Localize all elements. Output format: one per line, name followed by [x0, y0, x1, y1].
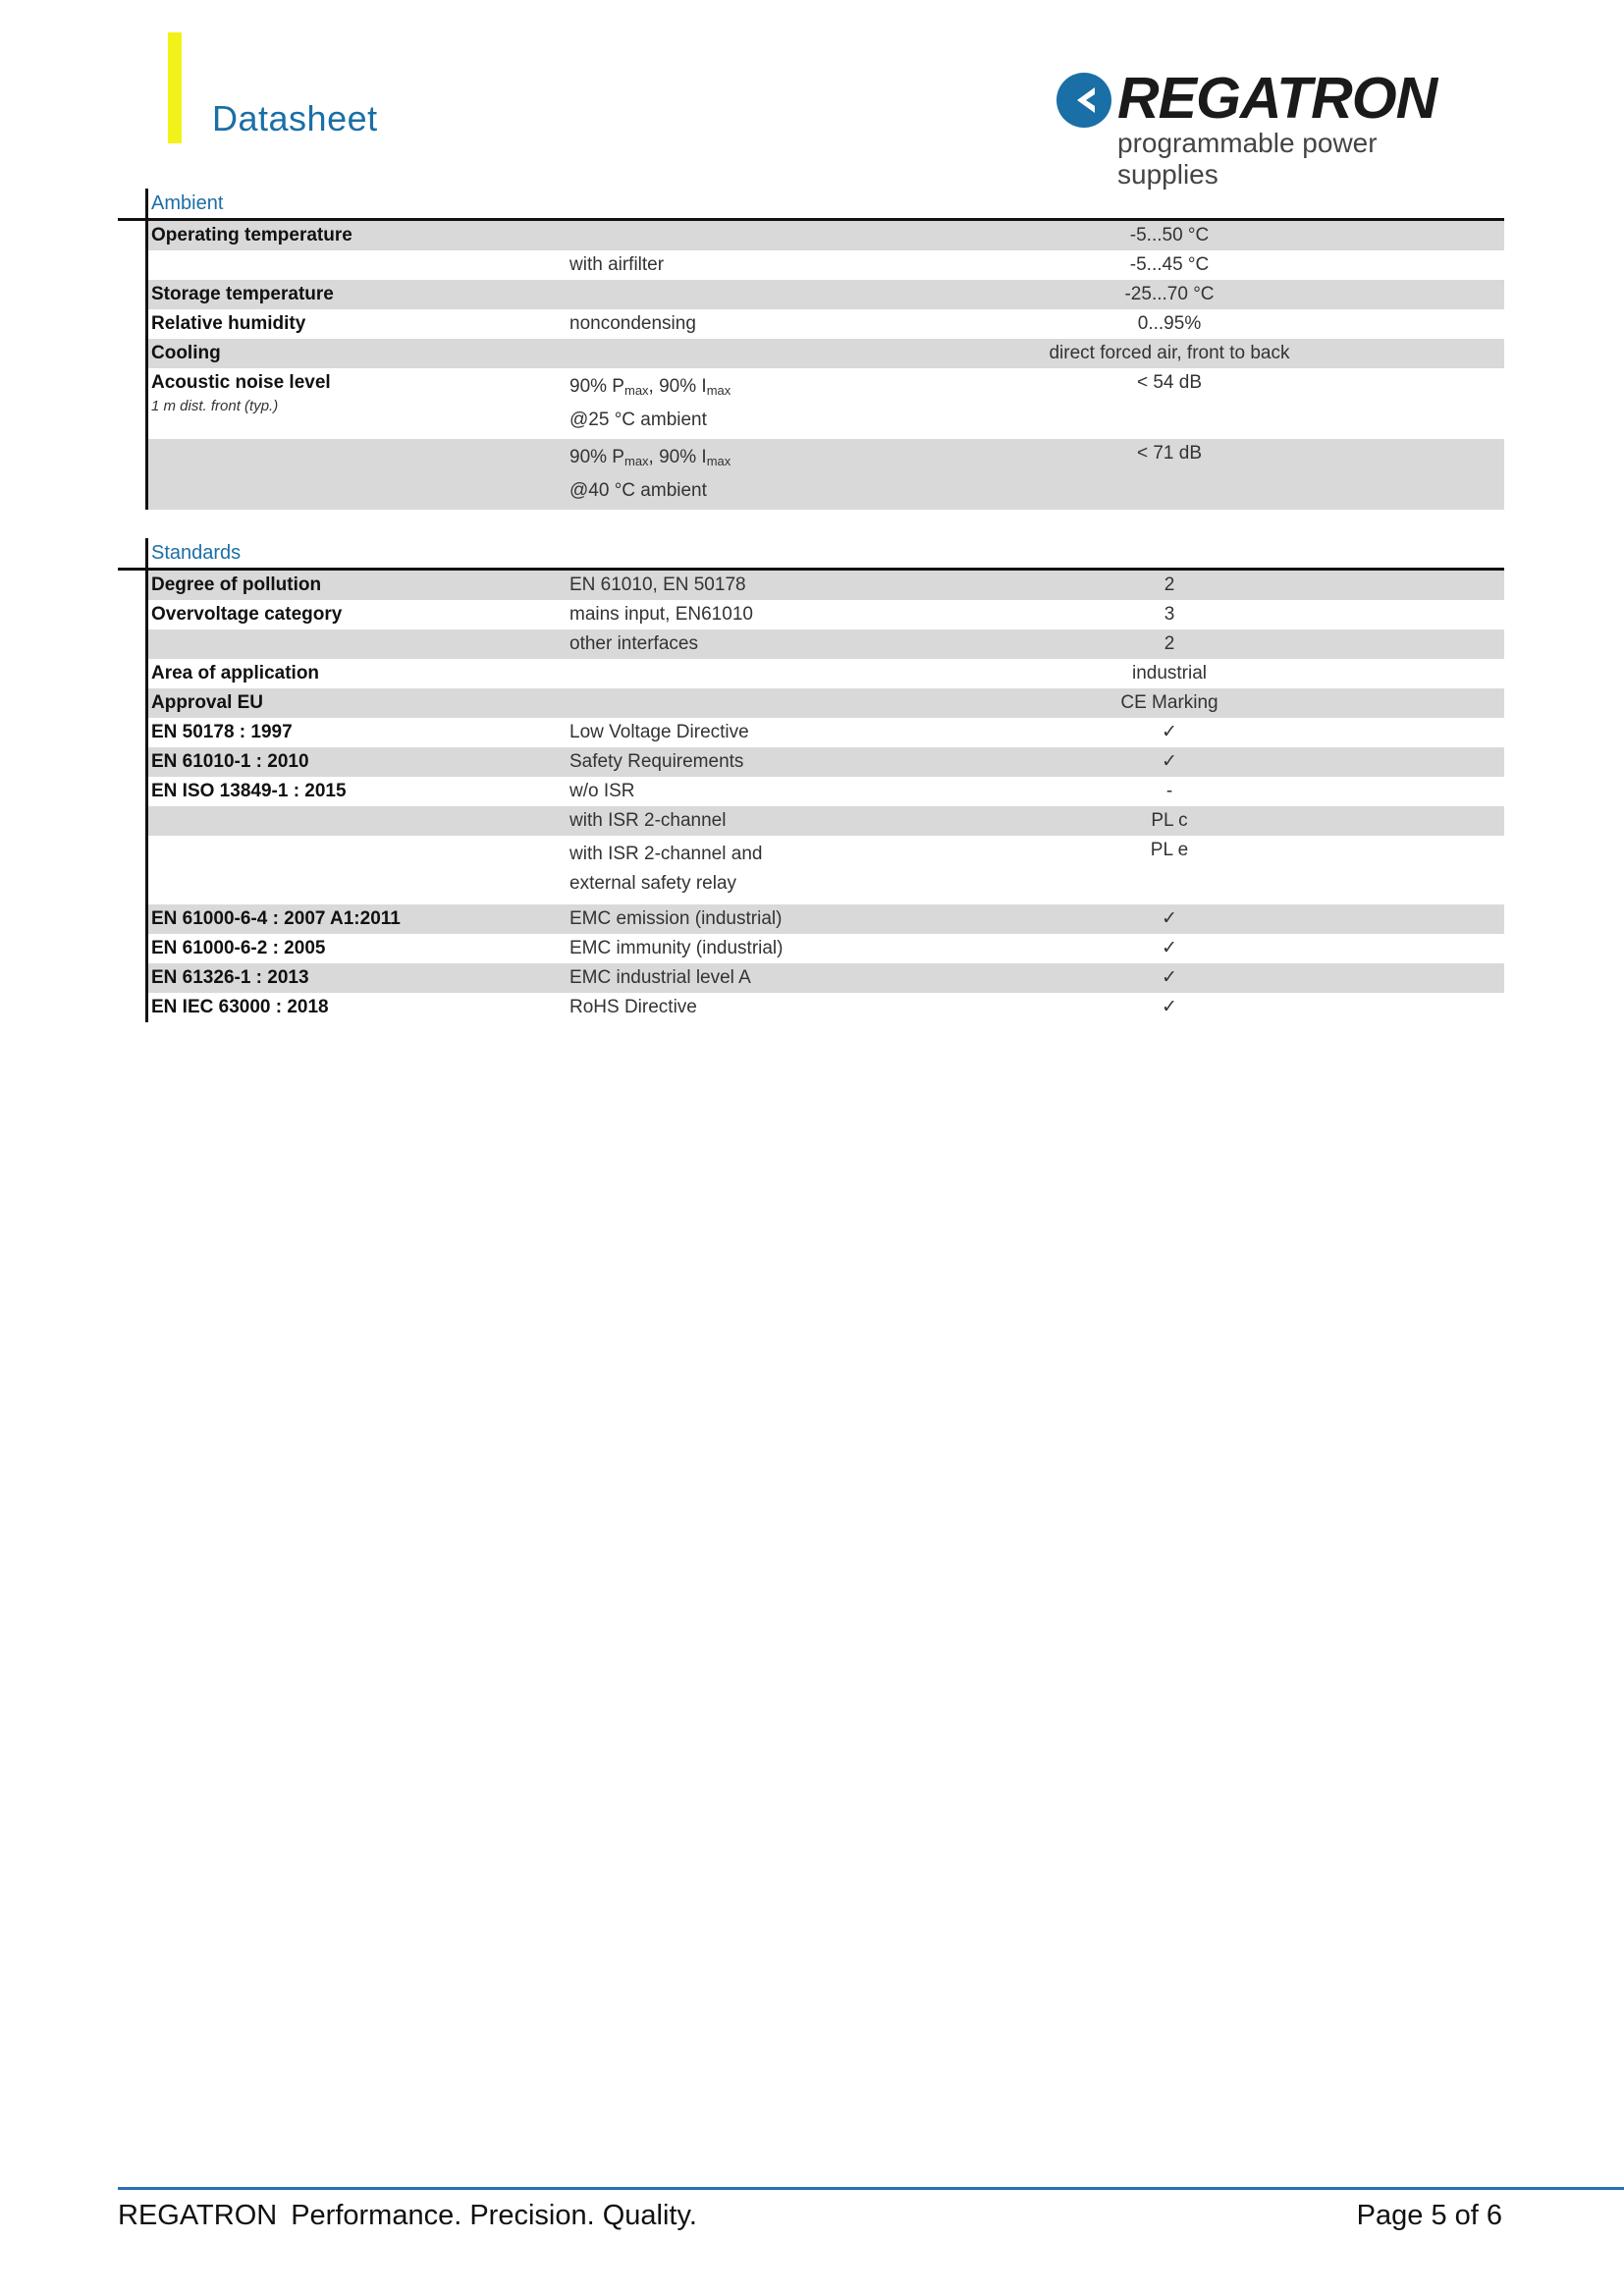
value-text: 0...95% [1137, 313, 1202, 334]
condition-text: EMC immunity (industrial) [569, 938, 784, 958]
table-row [148, 309, 1504, 339]
param-label: EN 61010-1 : 2010 [151, 751, 309, 772]
standards-section [118, 538, 1504, 1022]
condition-text: RoHS Directive [569, 997, 697, 1017]
value-text: - [1165, 781, 1173, 801]
value-text: -5...45 °C [1129, 254, 1210, 275]
value-text: < 54 dB [1136, 372, 1203, 393]
condition-text: mains input, EN61010 [569, 604, 753, 625]
param-label: Cooling [151, 343, 221, 363]
condition-text: Low Voltage Directive [569, 722, 749, 742]
param-label: EN 61000-6-4 : 2007 A1:2011 [151, 908, 401, 929]
footer-slogan: Performance. Precision. Quality. [291, 2200, 697, 2231]
value-text: 3 [1164, 604, 1175, 625]
condition-text: EMC emission (industrial) [569, 908, 783, 929]
page-number: Page 5 of 6 [1356, 2200, 1502, 2231]
param-label [151, 372, 331, 414]
value-text: 2 [1164, 574, 1175, 595]
table-row [148, 368, 1504, 439]
condition-text: EN 61010, EN 50178 [569, 574, 746, 595]
condition-text: other interfaces [569, 633, 698, 654]
table-row [148, 439, 1504, 510]
table-row [148, 993, 1504, 1022]
condition-text: 90% $P_{max}$, 90% $I_{max}$ @25 °C ambient [569, 376, 731, 430]
param-label: EN ISO 13849-1 : 2015 [151, 781, 347, 801]
table-row [148, 629, 1504, 659]
footer-tagline [118, 2200, 697, 2232]
checkmark-icon: ✓ [1162, 751, 1177, 772]
table-row [148, 250, 1504, 280]
value-text: PL c [1151, 810, 1188, 831]
param-label: EN 61326-1 : 2013 [151, 967, 309, 988]
regatron-logo [1053, 66, 1485, 190]
table-row [148, 571, 1504, 600]
table-row [148, 221, 1504, 250]
param-label: EN 50178 : 1997 [151, 722, 293, 742]
logo-subtitle: programmable power supplies [1117, 128, 1378, 190]
ambient-section [118, 189, 1504, 510]
condition-text: noncondensing [569, 313, 696, 334]
checkmark-icon: ✓ [1162, 722, 1177, 742]
condition-text: with ISR 2-channel and external safety relay [569, 844, 763, 894]
value-text: industrial [1131, 663, 1208, 683]
condition-text: with airfilter [569, 254, 665, 275]
value-text: < 71 dB [1136, 443, 1203, 464]
section-title: Ambient [151, 192, 224, 214]
section-header [118, 538, 1504, 568]
value-text: CE Marking [1120, 692, 1218, 713]
param-label: Storage temperature [151, 284, 334, 304]
value-text: 2 [1164, 633, 1175, 654]
table-row [148, 280, 1504, 309]
param-text: Acoustic noise level [151, 372, 331, 393]
ambient-table [145, 221, 1504, 510]
value-text: direct forced air, front to back [1049, 343, 1290, 363]
param-label: EN IEC 63000 : 2018 [151, 997, 329, 1017]
table-row [148, 963, 1504, 993]
param-label: Overvoltage category [151, 604, 343, 625]
table-row [148, 904, 1504, 934]
checkmark-icon: ✓ [1162, 997, 1177, 1017]
value-text: PL e [1150, 840, 1189, 860]
param-label: Relative humidity [151, 313, 306, 334]
footer-rule [118, 2187, 1624, 2190]
footer-brand: REGATRON [118, 2200, 278, 2231]
param-label: EN 61000-6-2 : 2005 [151, 938, 326, 958]
header-accent-bar [168, 32, 182, 143]
table-row [148, 688, 1504, 718]
param-label: Approval EU [151, 692, 264, 713]
checkmark-icon: ✓ [1162, 967, 1177, 988]
table-row [148, 806, 1504, 836]
section-header [118, 189, 1504, 218]
table-row [148, 777, 1504, 806]
value-text: -25...70 °C [1124, 284, 1215, 304]
table-row [148, 747, 1504, 777]
table-row [148, 934, 1504, 963]
condition-text: Safety Requirements [569, 751, 744, 772]
logo-mark-icon [1056, 72, 1112, 129]
section-title: Standards [151, 542, 242, 564]
condition-text: w/o ISR [569, 781, 635, 801]
table-row [148, 718, 1504, 747]
table-row [148, 339, 1504, 368]
logo-wordmark: REGATRON [1117, 66, 1437, 131]
value-text: -5...50 °C [1129, 225, 1210, 246]
table-row [148, 600, 1504, 629]
param-label: Degree of pollution [151, 574, 322, 595]
condition-text: EMC industrial level A [569, 967, 751, 988]
standards-table [145, 571, 1504, 1022]
table-row [148, 836, 1504, 904]
condition-text: with ISR 2-channel [569, 810, 727, 831]
param-label: Operating temperature [151, 225, 352, 246]
condition-text: 90% $P_{max}$, 90% $I_{max}$ @40 °C ambient [569, 447, 731, 501]
checkmark-icon: ✓ [1162, 938, 1177, 958]
param-label: Area of application [151, 663, 320, 683]
checkmark-icon: ✓ [1162, 908, 1177, 929]
table-row [148, 659, 1504, 688]
param-note: 1 m dist. front (typ.) [151, 398, 279, 414]
document-title: Datasheet [212, 98, 378, 138]
